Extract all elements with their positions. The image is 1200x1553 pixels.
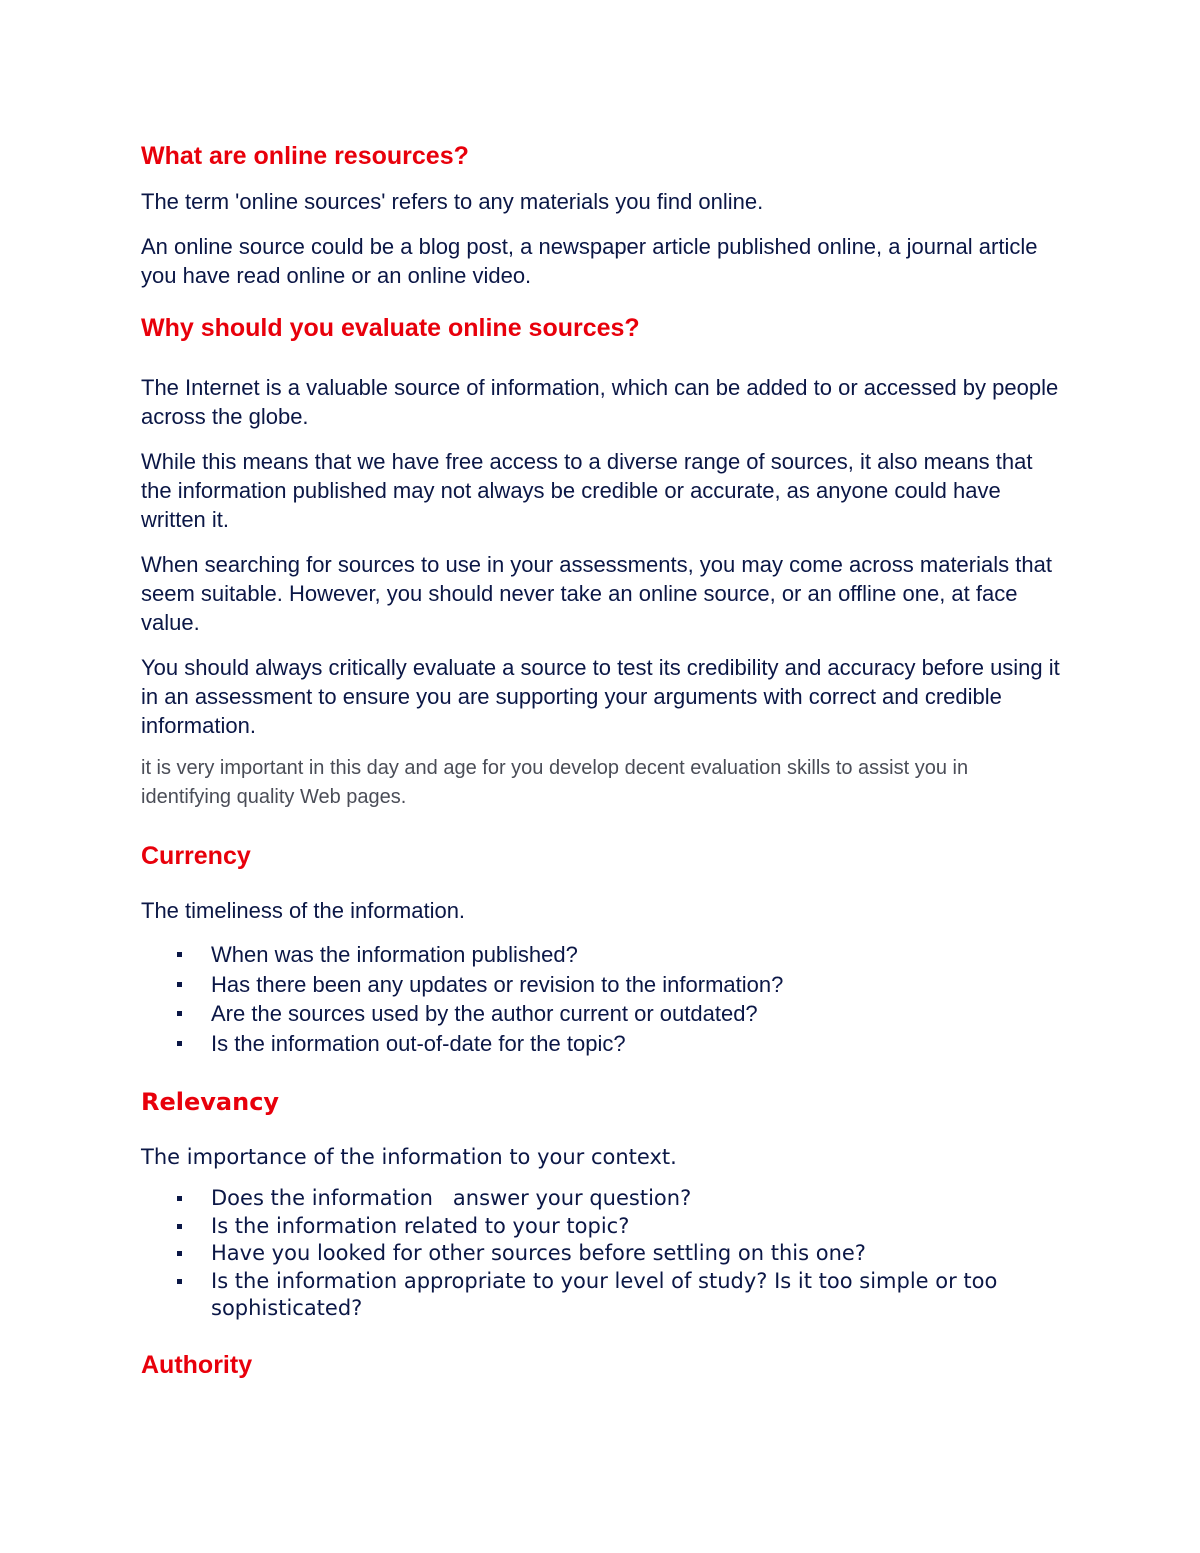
bullet-icon bbox=[177, 1279, 182, 1284]
relevancy-list bbox=[141, 1185, 1061, 1323]
list-item-text: Does the information answer your question? bbox=[211, 1186, 692, 1210]
list-item-text: When was the information published? bbox=[211, 942, 578, 967]
list-item bbox=[141, 970, 1061, 1000]
paragraph-evaluation-skills-note: it is very important in this day and age for you develop decent evaluation skills to assist you in identifying quality Web pages. bbox=[141, 757, 969, 808]
bullet-icon bbox=[177, 1011, 182, 1016]
list-item bbox=[141, 1029, 1061, 1059]
document-page bbox=[141, 138, 1061, 1383]
currency-list bbox=[141, 940, 1061, 1058]
heading-online-resources: What are online resources? bbox=[141, 142, 469, 170]
bullet-icon bbox=[177, 1251, 182, 1256]
list-item-text: Have you looked for other sources before settling on this one? bbox=[211, 1241, 866, 1265]
bullet-icon bbox=[177, 1224, 182, 1229]
list-item bbox=[141, 1268, 1061, 1323]
list-item bbox=[141, 1185, 1061, 1213]
list-item bbox=[141, 1240, 1061, 1268]
list-item-text: Is the information appropriate to your level of study? Is it too simple or too sophisticated? bbox=[211, 1268, 998, 1320]
list-item bbox=[141, 1213, 1061, 1241]
paragraph-free-access: While this means that we have free access to a diverse range of sources, it also means that the information published may not always be credible or accurate, as anyone could have written it. bbox=[141, 449, 1033, 532]
paragraph-critically-evaluate: You should always critically evaluate a source to test its credibility and accuracy before using it in an assessment to ensure you are supporting your arguments with correct and credible information. bbox=[141, 655, 1060, 738]
paragraph-searching-sources: When searching for sources to use in your assessments, you may come across materials that seem suitable. However, you should never take an online source, or an offline one, at face value. bbox=[141, 552, 1052, 635]
list-item-text: Is the information out-of-date for the topic? bbox=[211, 1030, 626, 1056]
paragraph-online-sources-definition: The term 'online sources' refers to any materials you find online. bbox=[141, 189, 764, 214]
heading-relevancy: Relevancy bbox=[141, 1088, 280, 1116]
paragraph-online-source-examples: An online source could be a blog post, a newspaper article published online, a journal article you have read online or an online video. bbox=[141, 234, 1038, 288]
list-item bbox=[141, 940, 1061, 970]
heading-authority: Authority bbox=[141, 1350, 253, 1379]
bullet-icon bbox=[177, 982, 182, 987]
bullet-icon bbox=[177, 1041, 182, 1046]
bullet-icon bbox=[177, 1196, 182, 1201]
list-item-text: Has there been any updates or revision to the information? bbox=[211, 971, 784, 997]
paragraph-relevancy-intro: The importance of the information to your context. bbox=[141, 1145, 677, 1169]
list-item-text: Are the sources used by the author current or outdated? bbox=[211, 1001, 758, 1026]
paragraph-internet-value: The Internet is a valuable source of information, which can be added to or accessed by people across the globe. bbox=[141, 375, 1059, 429]
heading-why-evaluate: Why should you evaluate online sources? bbox=[141, 314, 640, 342]
heading-currency: Currency bbox=[141, 842, 251, 870]
paragraph-currency-intro: The timeliness of the information. bbox=[141, 898, 466, 923]
list-item bbox=[141, 999, 1061, 1029]
list-item-text: Is the information related to your topic? bbox=[211, 1213, 630, 1238]
bullet-icon bbox=[177, 952, 182, 957]
